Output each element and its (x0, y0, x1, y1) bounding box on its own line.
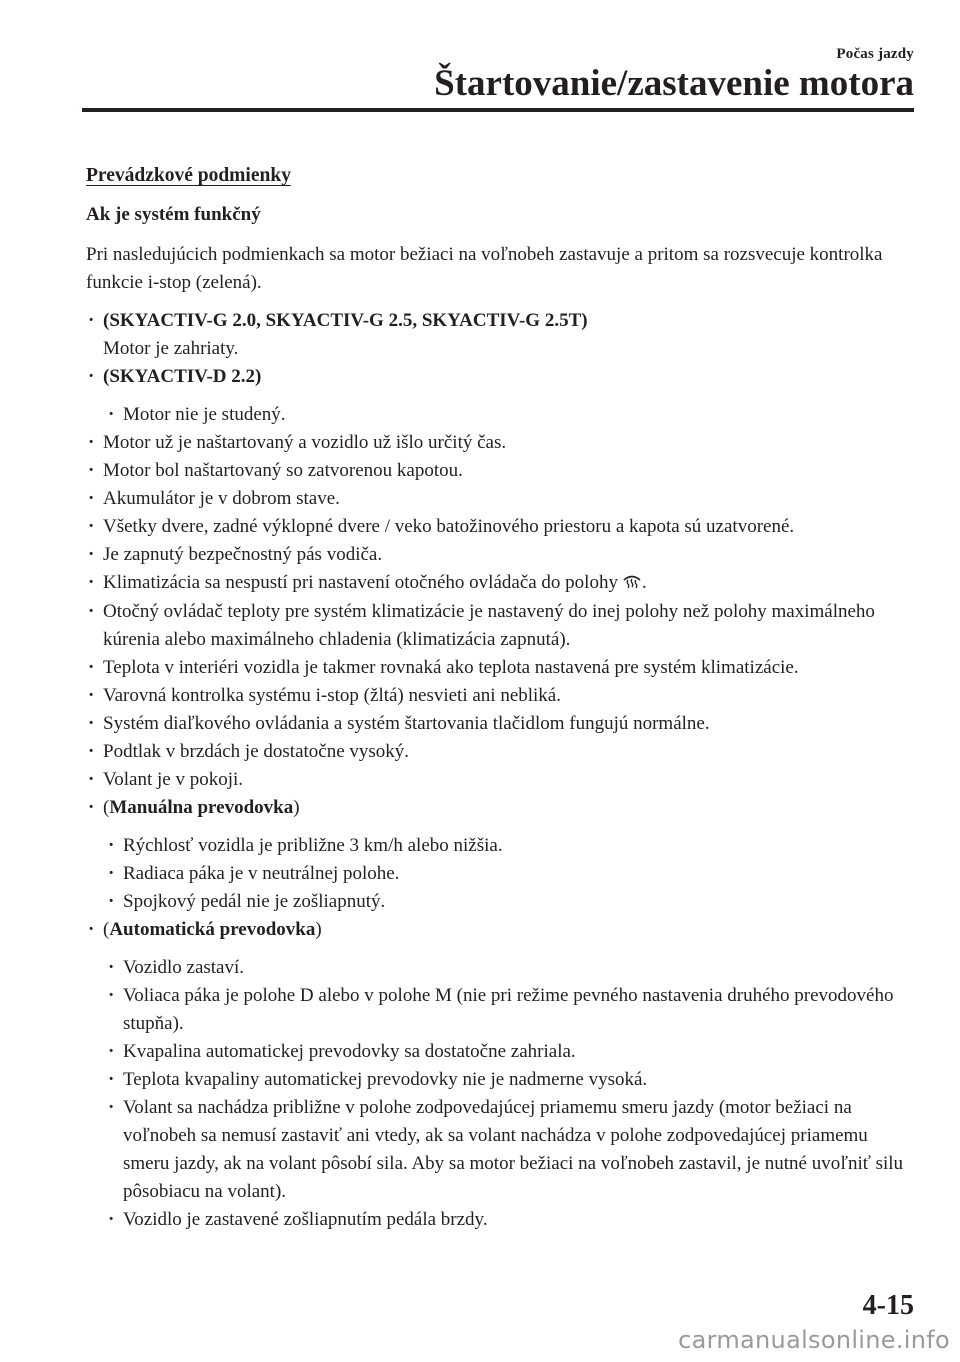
list-item: · Podtlak v brzdách je dostatočne vysoký. (86, 738, 916, 766)
automatic-label: Automatická prevodovka (109, 919, 316, 940)
condition-list (86, 307, 916, 1234)
engine-g-item (86, 307, 916, 363)
automatic-label-close: ) (315, 919, 322, 940)
chapter-title: Štartovanie/zastavenie motora (434, 63, 914, 104)
subheading: Ak je systém funkčný (86, 204, 261, 225)
list-item: · Varovná kontrolka systému i-stop (žltá) nesvieti ani nebliká. (86, 682, 916, 710)
watermark: carmanualsonline.info (678, 1326, 950, 1354)
list-item: · Všetky dvere, zadné výklopné dvere / veko batožinového priestoru a kapota sú uzatvorené. (86, 513, 916, 541)
list-item: · Systém diaľkového ovládania a systém štartovania tlačidlom fungujú normálne. (86, 710, 916, 738)
manual-subitem: · Rýchlosť vozidla je približne 3 km/h alebo nižšia. (106, 832, 916, 860)
list-item-ac-text: Klimatizácia sa nespustí pri nastavení otočného ovládača do polohy (103, 572, 618, 593)
section-label: Počas jazdy (836, 46, 914, 62)
automatic-label-open: ( (103, 919, 110, 940)
manual-label-open: ( (103, 797, 110, 818)
manual-label: Manuálna prevodovka (109, 797, 294, 818)
manual-label-close: ) (293, 797, 300, 818)
page-content (86, 162, 916, 1234)
engine-g-text: Motor je zahriaty. (103, 338, 239, 359)
automatic-subitem: · Kvapalina automatickej prevodovky sa dostatočne zahriala. (106, 1038, 916, 1066)
header-divider (82, 108, 914, 112)
automatic-subitem: · Volant sa nachádza približne v polohe zodpovedajúcej priamemu smeru jazdy (motor bežiaci na voľnobeh sa nemusí zastaviť ani vtedy, ak sa volant nachádza v polohe zodpovedajúcej priamemu smeru jazdy, ak na volant pôsobí sila. Aby sa motor bežiaci na voľnobeh zastavil, je nutné uvoľniť silu pôsobiacu na volant). (106, 1094, 916, 1206)
automatic-subitem: · Voliaca páka je polohe D alebo v polohe M (nie pri režime pevného nastavenia druhého prevodového stupňa). (106, 982, 916, 1038)
automatic-subitem: · Vozidlo je zastavené zošliapnutím pedála brzdy. (106, 1206, 916, 1234)
list-item: · Akumulátor je v dobrom stave. (86, 485, 916, 513)
manual-transmission-item (86, 794, 916, 822)
list-item: · Otočný ovládač teploty pre systém klimatizácie je nastavený do inej polohy než polohy maximálneho kúrenia alebo maximálneho chladenia (klimatizácia zapnutá). (86, 598, 916, 654)
list-item: · Teplota v interiéri vozidla je takmer rovnaká ako teplota nastavená pre systém klimatizácie. (86, 654, 916, 682)
windshield-defroster-icon (622, 570, 642, 598)
list-item: · Volant je v pokoji. (86, 766, 916, 794)
engine-d-subitem: · Motor nie je studený. (106, 401, 916, 429)
page-number: 4-15 (862, 1290, 914, 1321)
intro-paragraph: Pri nasledujúcich podmienkach sa motor bežiaci na voľnobeh zastavuje a pritom sa rozsvecuje kontrolka funkcie i-stop (zelená). (86, 244, 883, 293)
automatic-transmission-item (86, 916, 916, 944)
manual-subitem: · Spojkový pedál nie je zošliapnutý. (106, 888, 916, 916)
manual-subitem: · Radiaca páka je v neutrálnej polohe. (106, 860, 916, 888)
list-item-ac-suffix: . (641, 572, 647, 593)
list-item: · Motor bol naštartovaný so zatvorenou kapotou. (86, 457, 916, 485)
list-item: · Je zapnutý bezpečnostný pás vodiča. (86, 541, 916, 569)
engine-d-label: (SKYACTIV-D 2.2) (103, 366, 262, 387)
engine-g-label: (SKYACTIV-G 2.0, SKYACTIV-G 2.5, SKYACTIV-G 2.5T) (103, 310, 588, 331)
automatic-subitem: · Vozidlo zastaví. (106, 954, 916, 982)
automatic-subitem: · Teplota kvapaliny automatickej prevodovky nie je nadmerne vysoká. (106, 1066, 916, 1094)
engine-d-item (86, 363, 916, 391)
list-item: · Motor už je naštartovaný a vozidlo už išlo určitý čas. (86, 429, 916, 457)
section-heading: Prevádzkové podmienky (86, 165, 291, 186)
list-item-ac (86, 569, 916, 598)
